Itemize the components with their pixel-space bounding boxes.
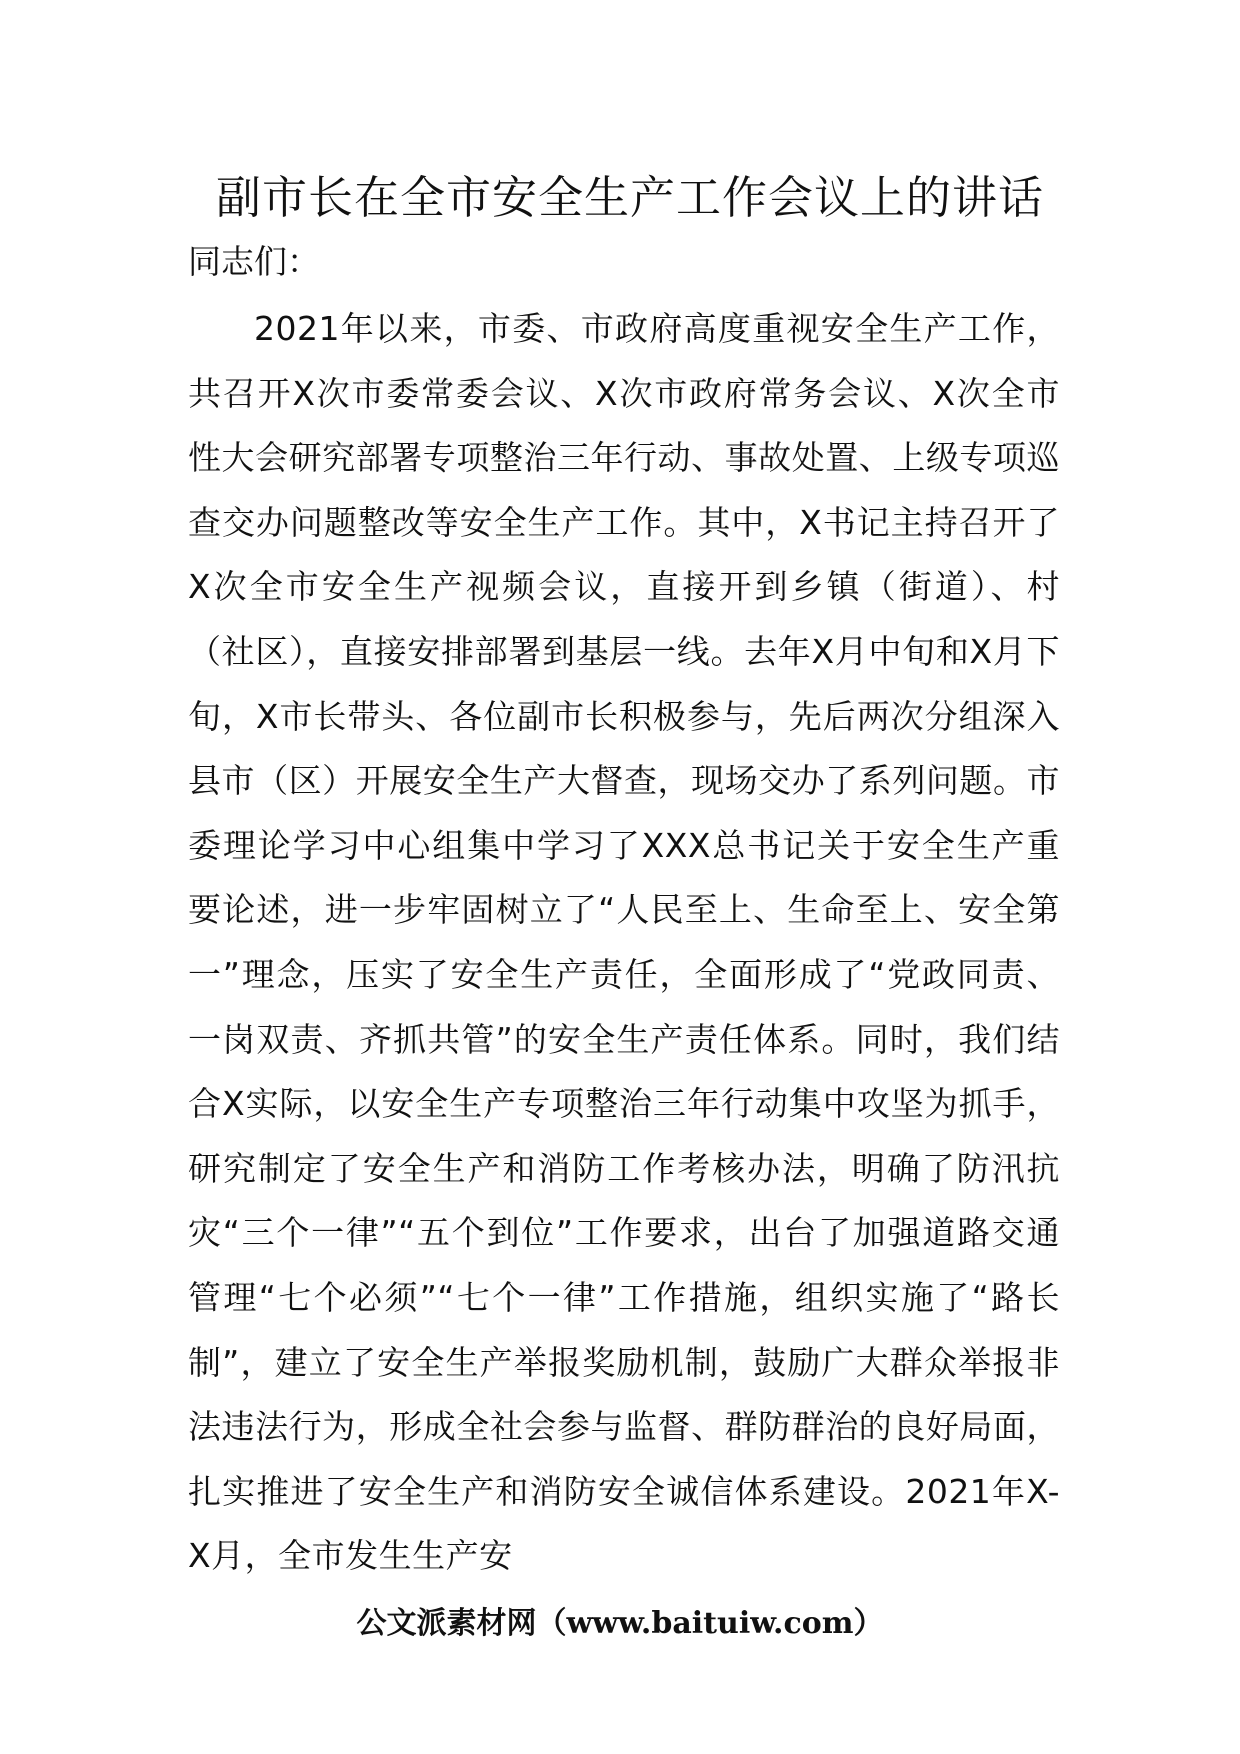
- salutation: 同志们：: [188, 242, 320, 281]
- document-title: 副市长在全市安全生产工作会议上的讲话: [215, 171, 1044, 224]
- body-paragraph: 2021年以来，市委、市政府高度重视安全生产工作，共召开X次市委常委会议、X次市政府常务会议、X次全市性大会研究部署专项整治三年行动、事故处置、上级专项巡查交办问题整改等安全生产工作。其中，X书记主持召开了X次全市安全生产视频会议，直接开到乡镇（街道）、村（社区），直接安排部署到基层一线。去年X月中旬和X月下旬，X市长带头、各位副市长积极参与，先后两次分组深入县市（区）开展安全生产大督查，现场交办了系列问题。市委理论学习中心组集中学习了XXX总书记关于安全生产重要论述，进一步牢固树立了“人民至上、生命至上、安全第一”理念，压实了安全生产责任，全面形成了“党政同责、一岗双责、齐抓共管”的安全生产责任体系。同时，我们结合X实际，以安全生产专项整治三年行动集中攻坚为抓手，研究制定了安全生产和消防工作考核办法，明确了防汛抗灾“三个一律”“五个到位”工作要求，出台了加强道路交通管理“七个必须”“七个一律”工作措施，组织实施了“路长制”，建立了安全生产举报奖励机制，鼓励广大群众举报非法违法行为，形成全社会参与监督、群防群治的良好局面，扎实推进了安全生产和消防安全诚信体系建设。2021年X-X月，全市发生生产安: [188, 309, 1060, 1576]
- footer-watermark: 公文派素材网（www.baituiw.com）: [356, 1606, 884, 1641]
